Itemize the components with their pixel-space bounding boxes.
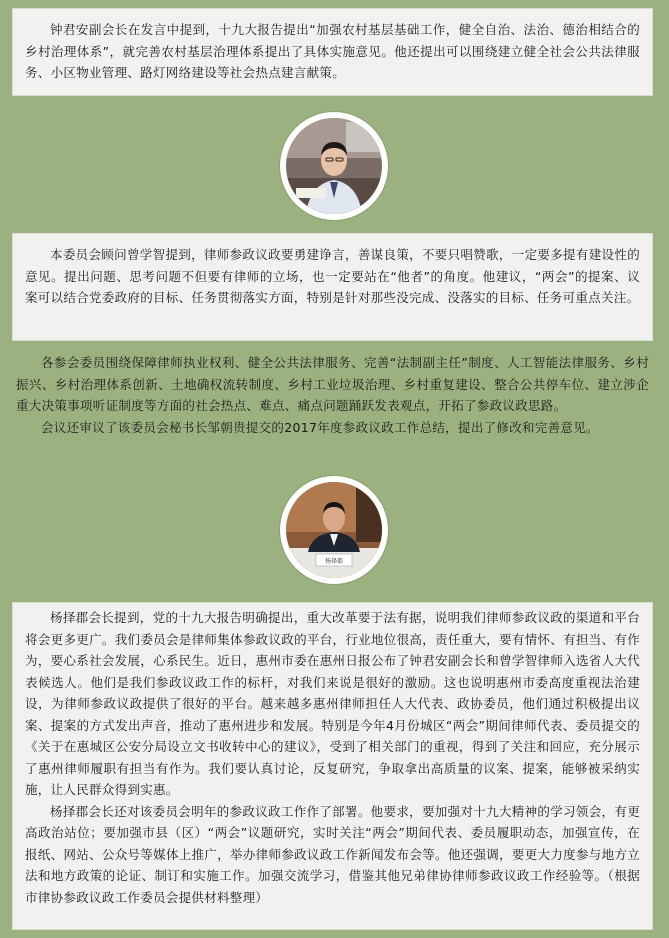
speaker-portrait-icon [286,482,382,578]
speaker-portrait-icon [286,118,382,214]
paragraph-annual-summary: 会议还审议了该委员会秘书长邹朝贵提交的2017年度参政议政工作总结，提出了修改和完善意见。 [41,419,599,435]
text-card-1 [12,8,653,96]
paragraph-zhong-junan: 钟君安副会长在发言中提到，十九大报告提出“加强农村基层基础工作，健全自治、法治、德治相结合的乡村治理体系”，就完善农村基层治理体系提出了具体实施意见。他还提出可以围绕建立健全社会公共法律服务、小区物业管理、路灯网络建设等社会热点建言献策。 [25,22,640,80]
speaker-portrait-2 [280,476,388,584]
text-card-2 [12,233,653,341]
paragraph-committee-members: 各参会委员围绕保障律师执业权利、健全公共法律服务、完善“法制副主任”制度、人工智能法律服务、乡村振兴、乡村治理体系创新、土地确权流转制度、乡村工业垃圾治理、乡村重复建设、整合公共停车位、建立涉企重大决策事项听证制度等方面的社会热点、难点、痛点问题踊跃发表观点，开拓了参政议政思路。 [16,355,649,413]
paragraph-yang-zejun-2: 杨择郡会长还对该委员会明年的参政议政工作作了部署。他要求，要加强对十九大精神的学习领会，有更高政治站位；要加强市县（区）“两会”议题研究，实时关注“两会”期间代表、委员履职动态，加强宣传，在报纸、网站、公众号等媒体上推广，举办律师参政议政工作新闻发布会等。他还强调，要更大力度参与地方立法和地方政策的论证、制订和实施工作。加强交流学习，借鉴其他兄弟律协律师参政议政工作经验等。（根据市律协参政议政工作委员会提供材料整理） [25,803,640,905]
speaker-portrait-1 [280,112,388,220]
paragraph-zeng-xuezhi: 本委员会顾问曾学智提到，律师参政议政要勇建诤言，善谋良策，不要只唱赞歌，一定要多提有建设性的意见。提出问题、思考问题不但要有律师的立场，也一定要站在“他者”的角度。他建议，“两会”的提案、议案可以结合党委政府的目标、任务贯彻落实方面，特别是针对那些没完成、没落实的目标、任务可重点关注。 [25,247,640,305]
paragraph-yang-zejun-1: 杨择郡会长提到，党的十九大报告明确提出，重大改革要于法有据，说明我们律师参政议政的渠道和平台将会更多更广。我们委员会是律师集体参政议政的平台，行业地位很高，责任重大，要有情怀、有担当、有作为，要心系社会发展，心系民生。近日，惠州市委在惠州日报公布了钟君安副会长和曾学智律师入选省人大代表候选人。他们是我们参政议政工作的标杆，对我们来说是很好的激励。这也说明惠州市委高度重视法治建设，为律师参政议政提供了很好的平台。越来越多惠州律师担任人大代表、政协委员，他们通过积极提出议案、提案的方式发出声音，推动了惠州进步和发展。特别是今年4月份城区“两会”期间律师代表、委员提交的《关于在惠城区公安分局设立文书收转中心的建议》，受到了相关部门的重视，得到了关注和回应，充分展示了惠州律师履职有担当有作为。我们要认真讨论，反复研究，争取拿出高质量的议案、提案，能够被采纳实施，让人民群众得到实惠。 [25,610,640,797]
plain-text-block [12,352,653,438]
nameplate-label: 杨择郡 [324,558,344,565]
text-card-3 [12,602,653,930]
